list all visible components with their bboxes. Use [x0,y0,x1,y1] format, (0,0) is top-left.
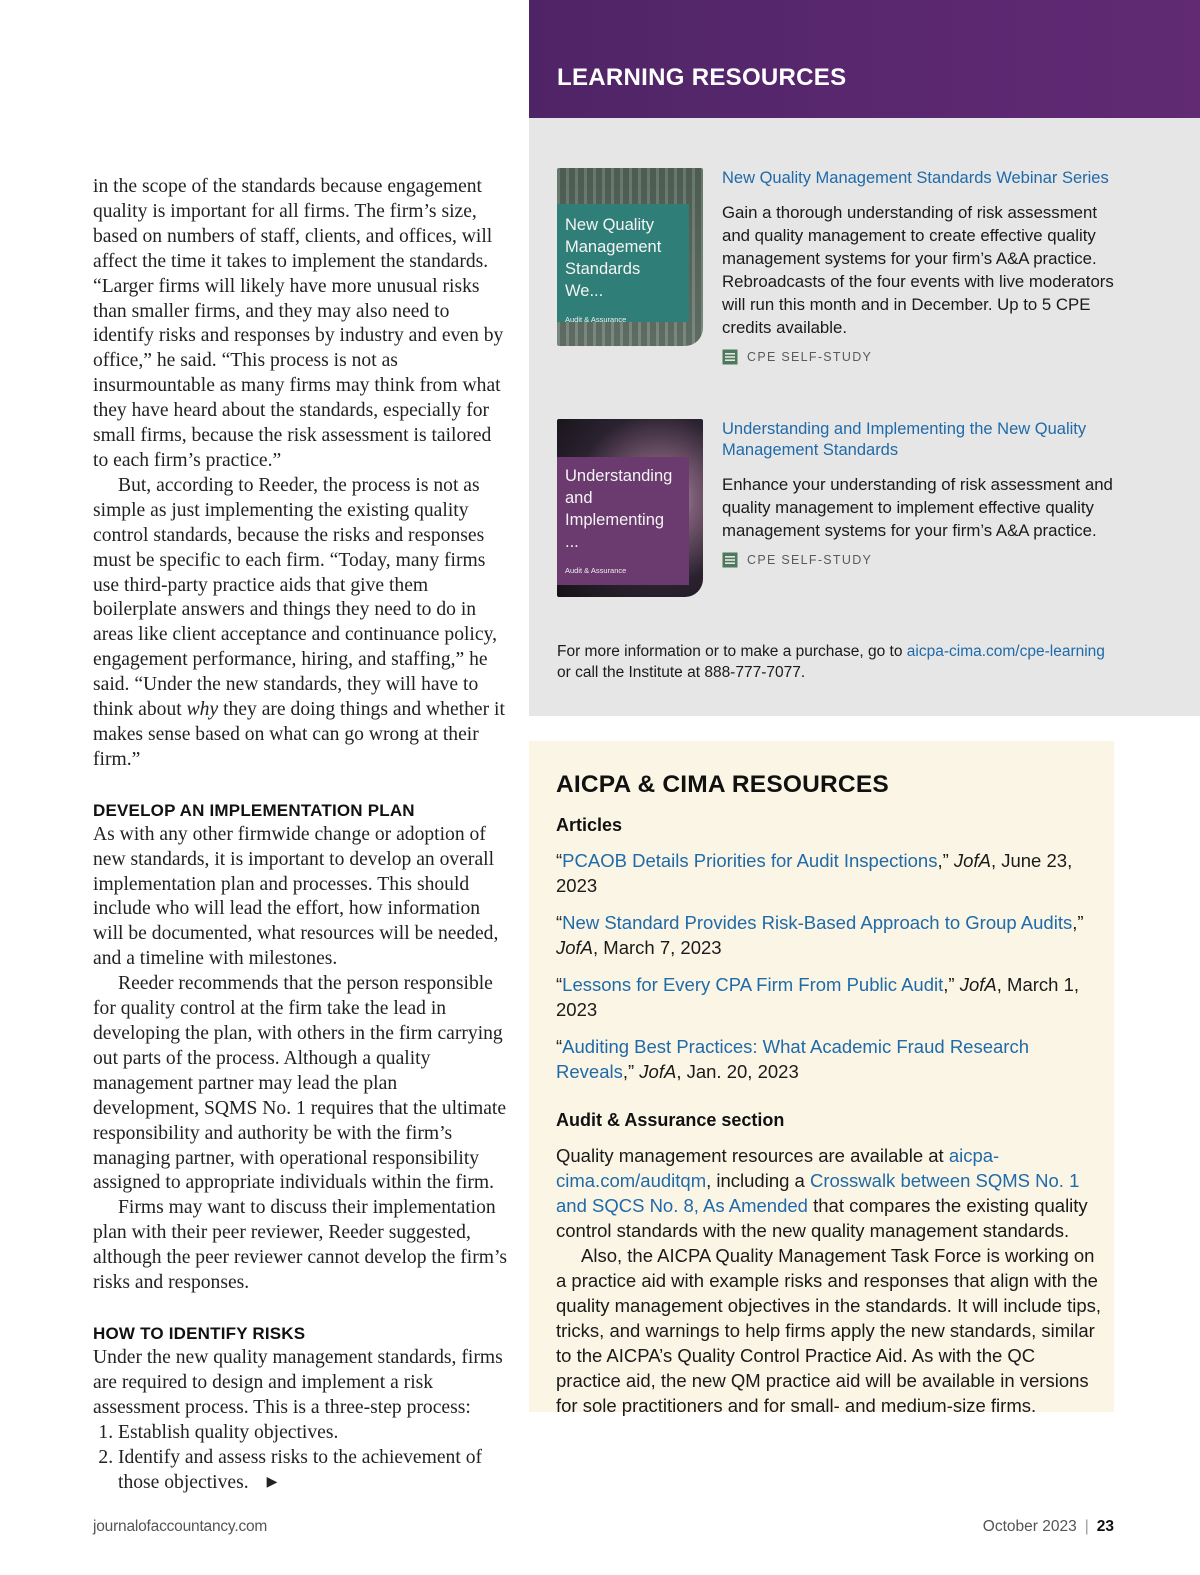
section-heading: HOW TO IDENTIFY RISKS [93,1323,306,1343]
article-date: , March 1, 2023 [556,974,1079,1020]
article-date: , June 23, 2023 [556,850,1073,896]
article-link[interactable]: PCAOB Details Priorities for Audit Inspections [562,850,938,871]
learning-resources-header [529,0,1200,118]
article-item: “Auditing Best Practices: What Academic Fraud Research Reveals,” JofA, Jan. 20, 2023 [556,1036,1029,1082]
page-footer-right [983,1518,1114,1536]
text-run: , including a [706,1170,810,1191]
article-paragraph: Reeder recommends that the person responsible for quality control at the firm take the lead in developing the plan, with others in the firm carrying out parts of the process. Although a quality management partner may lead the plan development, SQMS No. 1 requires that the ultimate responsibility and authority be with the firm’s managing partner, with operational responsibility assigned to appropriate individuals within the firm. [93,973,507,1194]
cpe-tag-label: CPE SELF-STUDY [747,350,873,364]
footer-divider: | [1084,1518,1089,1535]
cpe-tag [722,552,1117,568]
article-item: “Lessons for Every CPA Firm From Public Audit,” JofA, March 1, 2023 [556,974,1079,1020]
document-icon [722,349,738,365]
article-paragraph: in the scope of the standards because engagement quality is important for all firms. The firm’s size, based on numbers of staff, clients, and offices, will affect the time it takes to implement the standards. “Larger firms will likely have more unusual risks than smaller firms, and they may also need to identify risks and responses by industry and even by office,” he said. “This process is not as insurmountable as many firms may think from what they have heard about the standards, especially for small firms, because the risk assessment is tailored to each firm’s practice.” [93,176,504,471]
articles-heading: Articles [556,815,623,835]
emphasis: why [186,699,219,721]
article-paragraph: Under the new quality management standards, firms are required to design and implement a risk assessment process. This is a three-step process: [93,1346,503,1418]
resources-paragraph [556,1143,1101,1243]
document-icon [722,552,738,568]
text-run: Quality management resources are available at [556,1145,949,1166]
course-info [722,168,1117,365]
course-title-link[interactable]: Understanding and Implementing the New Quality Management Standards [722,420,1087,459]
continue-arrow-icon: ▶ [266,1474,278,1490]
steps-list [93,1421,508,1496]
section-heading: Audit & Assurance section [556,1110,785,1130]
aicpa-resources-panel [529,741,1114,1416]
course-thumbnail[interactable] [557,419,703,597]
article-paragraph: Firms may want to discuss their implementation plan with their peer reviewer, Reeder suggested, although the peer reviewer cannot develop the firm’s risks and responses. [93,1197,508,1294]
course-info [722,419,1117,568]
article-column [93,175,508,1495]
article-source: JofA [953,850,991,871]
list-item [118,1421,508,1446]
text-run: they are doing things and whether it makes sense based on what can go wrong at their firm.” [93,699,505,770]
cpe-learning-link[interactable]: aicpa-cima.com/cpe-learning [906,643,1105,660]
aicpa-resources-content [556,771,1101,1418]
learning-resources-panel [529,118,1200,716]
course-thumbnail[interactable] [557,168,703,346]
list-item-text: Identify and assess risks to the achievement of those objectives. [118,1446,483,1493]
text-run: that compares the existing quality control standards with the new quality management standards. [556,1195,1088,1241]
site-url: journalofaccountancy.com [93,1518,268,1535]
learning-footer [557,641,1157,683]
course-description: Enhance your understanding of risk assessment and quality management to implement effective quality management systems for your firm’s A&A practice. [722,475,1113,540]
article-date: , March 7, 2023 [593,937,722,958]
article-link[interactable]: Lessons for Every CPA Firm From Public Audit [562,974,944,995]
list-item-text: Establish quality objectives. [118,1421,339,1443]
crosswalk-link[interactable]: Crosswalk between SQMS No. 1 and SQCS No. 8, As Amended [556,1170,1080,1216]
list-item [118,1446,508,1496]
article-paragraph: As with any other firmwide change or adoption of new standards, it is important to develop an overall implementation plan and processes. This should include who will lead the effort, how information will be documented, what resources will be needed, and a timeline with milestones. [93,823,499,970]
thumbnail-category: Audit & Assurance [565,566,627,575]
aicpa-resources-title: AICPA & CIMA RESOURCES [556,771,889,798]
article-link[interactable]: Auditing Best Practices: What Academic Fraud Research Reveals [556,1036,1029,1082]
article-item: “New Standard Provides Risk-Based Approach to Group Audits,” JofA, March 7, 2023 [556,912,1084,958]
article-source: JofA [556,937,594,958]
article-link[interactable]: New Standard Provides Risk-Based Approach to Group Audits [562,912,1073,933]
learning-resources-title: LEARNING RESOURCES [557,64,847,91]
cpe-tag [722,349,1117,365]
resources-paragraph: Also, the AICPA Quality Management Task Force is working on a practice aid with example risks and responses that align with the quality management objectives in the standards. It will include tips, tricks, and warnings to help firms apply the new standards, similar to the AICPA’s Quality Control Practice Aid. As with the QC practice aid, the new QM practice aid will be available in versions for sole practitioners and for small- and medium-size firms. [556,1245,1102,1416]
article-source: JofA [639,1061,677,1082]
auditqm-link[interactable]: aicpa-cima.com/auditqm [556,1145,1000,1191]
course-description: Gain a thorough understanding of risk assessment and quality management to create effective quality management systems for your firm’s A&A practice. Rebroadcasts of the four events with live moderators will run this month and in December. Up to 5 CPE credits available. [722,203,1114,337]
thumbnail-title: Understanding and Implementing ... [565,467,673,551]
cpe-tag-label: CPE SELF-STUDY [747,553,873,567]
page-number: 23 [1096,1518,1114,1535]
course-title-link[interactable]: New Quality Management Standards Webinar Series [722,169,1109,187]
issue-date: October 2023 [982,1518,1077,1535]
article-item: “PCAOB Details Priorities for Audit Inspections,” JofA, June 23, 2023 [556,850,1073,896]
text-run: But, according to Reeder, the process is not as simple as just implementing the existing quality control standards, because the risks and responses must be specific to each firm. “Today, many firms use third-party practice aids that give them boilerplate answers and things they need to do in areas like client acceptance and continuance policy, engagement performance, hiring, and staffing,” he said. “Under the new standards, they will have to think about [93,474,497,721]
footer-text: or call the Institute at 888-777-7077. [557,664,806,681]
article-source: JofA [959,974,997,995]
article-date: , Jan. 20, 2023 [676,1061,799,1082]
thumbnail-category: Audit & Assurance [565,315,627,324]
footer-text: For more information or to make a purchase, go to [557,643,907,660]
section-heading: DEVELOP AN IMPLEMENTATION PLAN [93,800,415,820]
articles-list [556,848,1101,1084]
article-paragraph [93,474,508,773]
thumbnail-title: New Quality Management Standards We... [565,216,662,300]
